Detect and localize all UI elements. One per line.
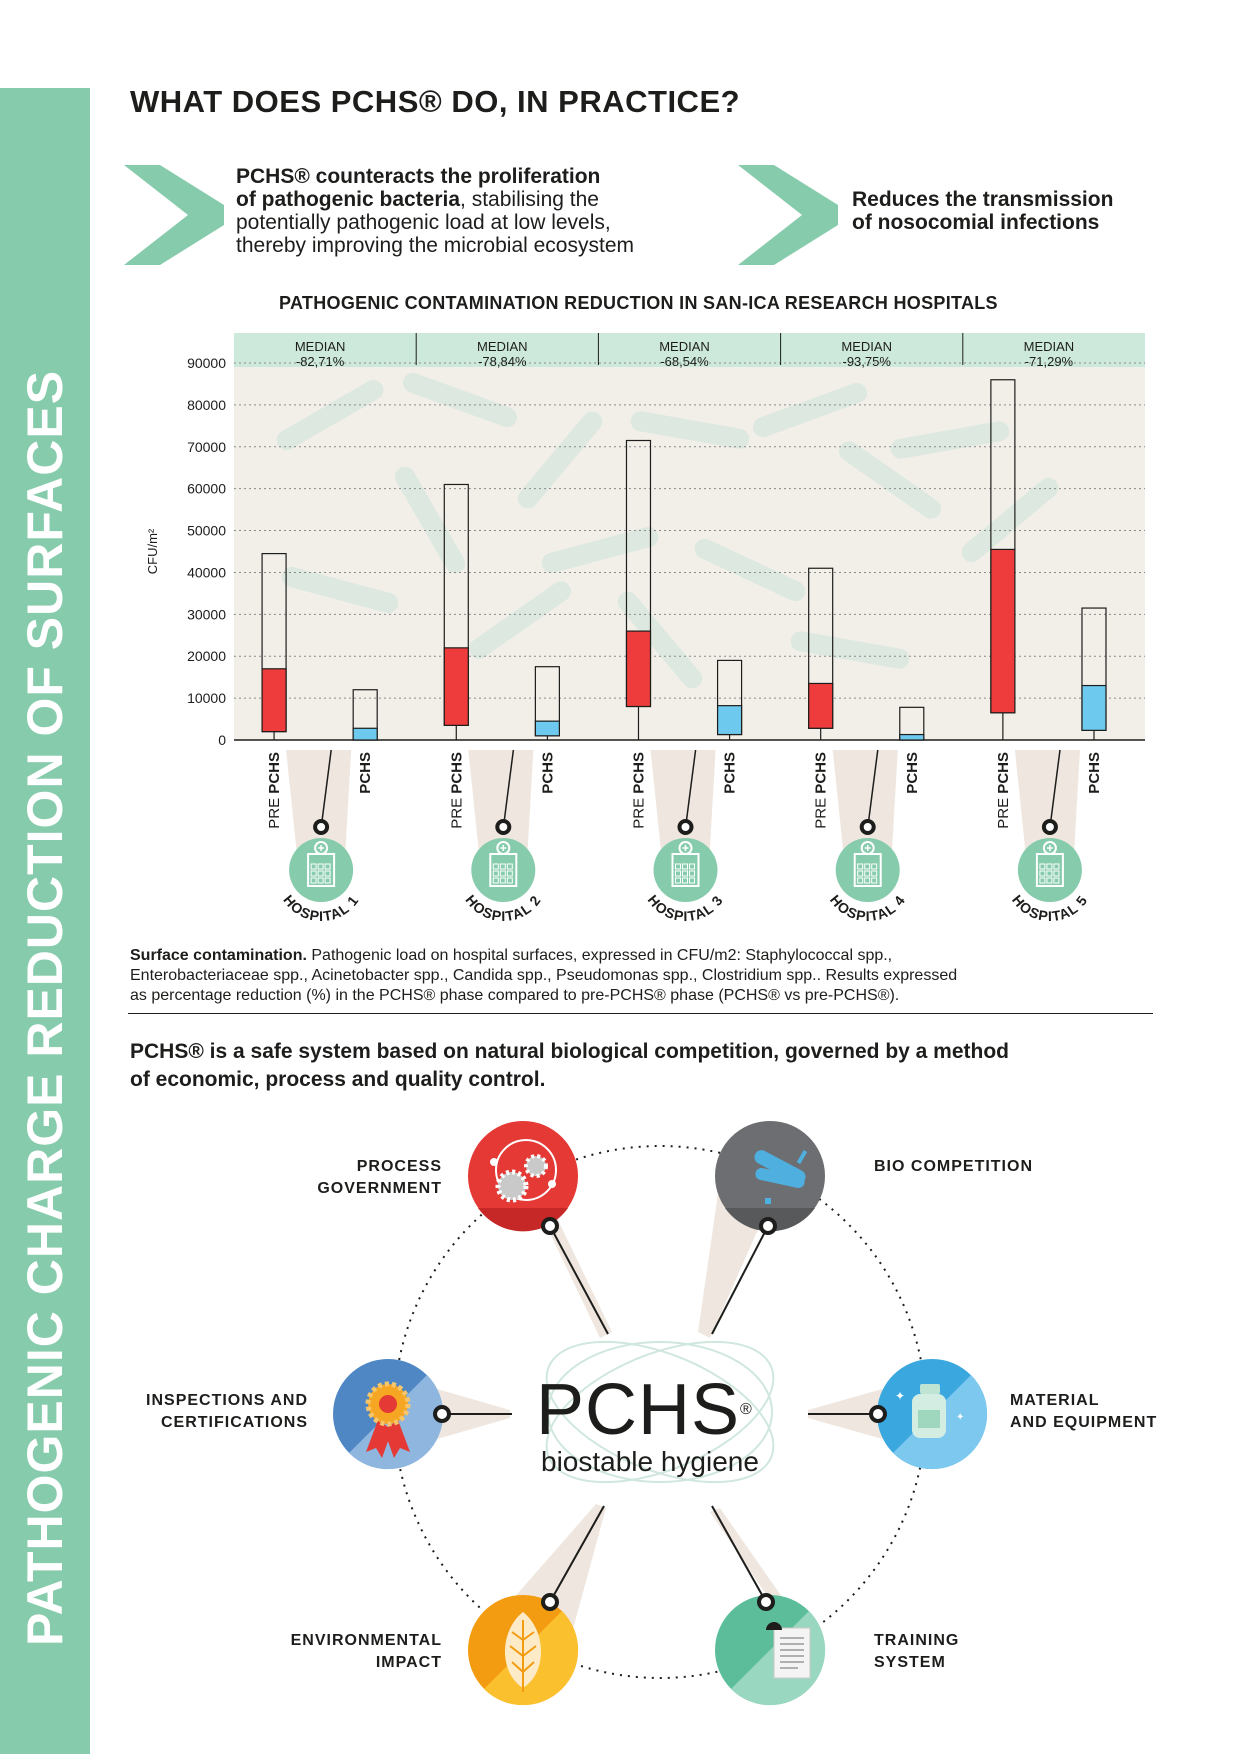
label-training [874,1630,959,1674]
median-label: MEDIAN [477,339,528,354]
side-title: PATHOGENIC CHARGE REDUCTION OF SURFACES [17,369,73,1647]
inspections-medal-icon [333,1359,443,1469]
median-label: MEDIAN [1023,339,1075,354]
intro-left-line3: potentially pathogenic load at low levels, [236,211,611,234]
label-material-line1: MATERIAL [1010,1392,1100,1409]
hospital-label: HOSPITAL 1 [280,891,362,925]
label-process-line2: GOVERNMENT [317,1180,442,1197]
chevron-left-icon [124,165,224,265]
pre-pchs-label: PRE PCHS [448,752,466,829]
hospital-label: HOSPITAL 3 [644,891,727,925]
svg-text:✦: ✦ [956,1412,965,1423]
intro-left-line1: PCHS® counteracts the proliferation [236,165,601,188]
y-tick-label: 70000 [187,438,226,455]
material-spray-bottle-icon [877,1359,987,1469]
pre-pchs-label: PRE PCHS [630,752,648,829]
pchs-label: PCHS [1085,752,1103,794]
environment-tree-leaf-icon [468,1595,578,1705]
label-training-line2: SYSTEM [874,1654,946,1671]
median-label: MEDIAN [294,339,346,354]
intro-right-line2: of nosocomial infections [852,211,1100,234]
y-tick-label: 30000 [187,606,226,623]
pre-pchs-bar [444,648,468,725]
hospital-pin [680,821,692,833]
label-inspections [110,1390,308,1434]
intro-left-line2-bold: of pathogenic bacteria [236,188,461,211]
intro-left-line2-rest: , stabilising the [460,188,599,211]
pchs-bar [900,735,924,740]
median-label: MEDIAN [659,339,710,354]
pre-pchs-bar [262,669,286,732]
median-label: MEDIAN [841,339,892,354]
median-value: -78,84% [478,354,527,369]
hospital-pin [315,821,327,833]
chevron-right-icon [738,165,838,265]
pre-pchs-label: PRE PCHS [266,752,284,829]
label-training-line1: TRAINING [874,1632,960,1649]
pre-pchs-bar [809,683,833,728]
pchs-label: PCHS [357,752,375,794]
statement [130,1038,1150,1094]
label-inspections-line2: CERTIFICATIONS [160,1414,308,1431]
caption-line2: Enterobacteriaceae spp., Acinetobacter spp., Candida spp., Pseudomonas spp., Clostridium spp.. Results expressed [130,967,958,984]
pre-pchs-label: PRE PCHS [994,752,1012,829]
pchs-bar [535,721,559,736]
median-value: -93,75% [842,354,891,369]
y-axis-label: CFU/m² [145,528,160,575]
label-bio-competition [874,1156,1033,1178]
pre-pchs-label: PRE PCHS [812,752,830,829]
hospital-label: HOSPITAL 5 [1009,891,1091,925]
intro-right-text [852,188,1113,234]
statement-line2: of economic, process and quality control. [130,1068,546,1091]
label-environment-line1: ENVIRONMENTAL [290,1632,442,1649]
y-tick-label: 40000 [187,564,226,581]
median-value: -68,54% [660,354,709,369]
bio-bacteria-icon [715,1121,825,1231]
process-gears-icon [468,1121,578,1231]
y-tick-label: 80000 [187,396,226,413]
pchs-bar [1082,686,1106,731]
logo-reg: ® [740,1401,753,1418]
label-environmental [230,1630,442,1674]
pchs-label: PCHS [721,752,739,794]
chart-caption [130,946,1135,1006]
pre-pchs-bar [626,631,650,706]
caption-line1: Pathogenic load on hospital surfaces, expressed in CFU/m2: Staphylococcal spp., [306,947,893,964]
y-tick-label: 50000 [187,522,226,539]
pre-pchs-bar [991,549,1015,712]
intro-right-line1: Reduces the transmission [852,188,1114,211]
median-value: -82,71% [295,354,345,369]
label-environment-line2: IMPACT [375,1654,442,1671]
intro-left-line4: thereby improving the microbial ecosystem [236,234,634,257]
median-value: -71,29% [1024,354,1074,369]
pchs-logo [536,1370,759,1477]
caption-line3: as percentage reduction (%) in the PCHS® phase compared to pre-PCHS® phase (PCHS® vs pre-PCHS®). [130,987,900,1004]
y-tick-label: 20000 [187,648,226,665]
hospital-pin [497,821,509,833]
logo-main: PCHS [536,1370,741,1450]
y-tick-label: 60000 [187,480,226,497]
page-title: WHAT DOES PCHS® DO, IN PRACTICE? [130,84,741,119]
pchs-bar [718,706,742,735]
hospital-pin [1044,821,1056,833]
label-material [1010,1390,1157,1434]
contamination-chart [130,320,1160,940]
hospital-label: HOSPITAL 2 [462,891,545,925]
divider [128,1013,1153,1014]
statement-line1: PCHS® is a safe system based on natural biological competition, governed by a method [130,1040,1010,1063]
svg-text:✦: ✦ [895,1389,906,1403]
y-tick-label: 0 [218,732,226,748]
intro-left-text [236,165,634,257]
pchs-label: PCHS [903,752,921,794]
y-tick-label: 10000 [187,690,226,707]
hospital-label: HOSPITAL 4 [826,891,909,925]
pchs-label: PCHS [539,752,557,794]
training-document-icon [715,1595,825,1705]
chart-title: PATHOGENIC CONTAMINATION REDUCTION IN SAN-ICA RESEARCH HOSPITALS [279,293,998,313]
label-inspections-line1: INSPECTIONS AND [146,1392,308,1409]
label-process-line1: PROCESS [356,1158,442,1175]
pchs-bar [353,728,377,740]
label-material-line2: AND EQUIPMENT [1010,1414,1158,1431]
y-tick-label: 90000 [187,355,226,371]
logo-subtitle: biostable hygiene [541,1446,759,1477]
label-process-government [230,1156,442,1200]
caption-bold: Surface contamination. [130,947,307,964]
label-bio-line1: BIO COMPETITION [874,1158,1033,1175]
hospital-pin [862,821,874,833]
